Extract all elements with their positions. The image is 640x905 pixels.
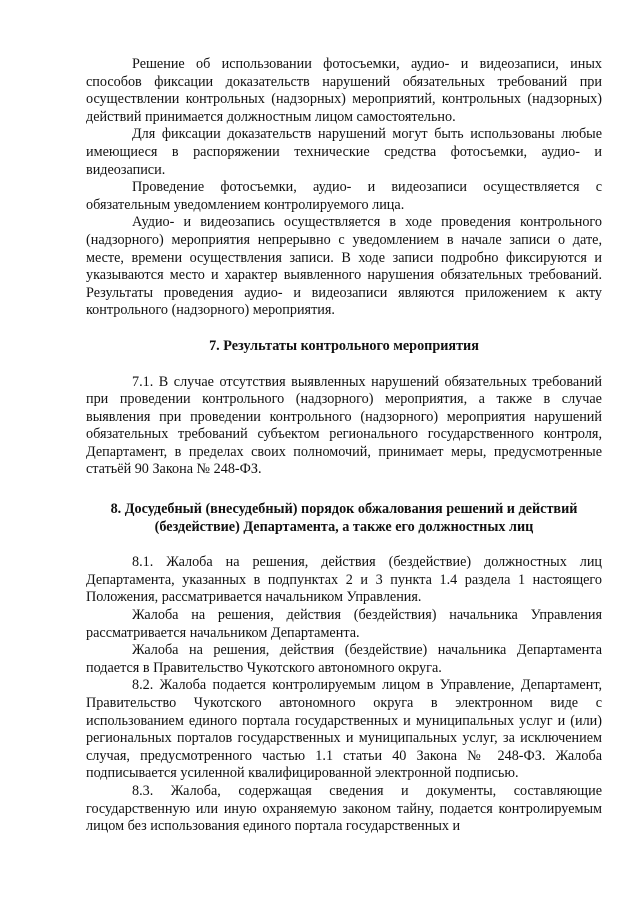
paragraph-8-1: 8.1. Жалоба на решения, действия (бездействие) должностных лиц Департамента, указанных в подпунктах 2 и 3 пункта 1.4 раздела 1 настоящего Положения, рассматривается начальником Управления.: [86, 554, 602, 606]
section-8-heading-line1: 8. Досудебный (внесудебный) порядок обжалования решений и действий: [110, 501, 578, 518]
paragraph-8-1-head-of-department: Жалоба на решения, действия (бездействия) начальника Управления рассматривается начальником Департамента.: [86, 607, 602, 641]
section-7-heading: 7. Результаты контрольного мероприятия: [209, 337, 479, 354]
paragraph-recording-process: Аудио- и видеозапись осуществляется в ходе проведения контрольного (надзорного) мероприятия непрерывно с уведомлением в начале записи о дате, месте, времени осуществления записи. В ходе записи подробно фиксируются и указываются место и характер выявленного нарушения обязательных требований. Результаты проведения аудио- и видеозаписи являются приложением к акту контрольного (надзорного) мероприятия.: [86, 214, 602, 319]
section-8-heading-line2: (бездействие) Департамента, а также его должностных лиц: [154, 518, 534, 535]
paragraph-8-3: 8.3. Жалоба, содержащая сведения и документы, составляющие государственную или иную охраняемую законом тайну, подается контролируемым лицом без использования единого портала государственных и: [86, 782, 602, 835]
paragraph-technical-means: Для фиксации доказательств нарушений могут быть использованы любые имеющиеся в распоряжении технические средства фотосъемки, аудио- и видеозаписи.: [86, 126, 602, 178]
paragraph-notification: Проведение фотосъемки, аудио- и видеозаписи осуществляется с обязательным уведомлением контролируемого лица.: [86, 179, 602, 213]
document-page: [86, 56, 602, 836]
paragraph-8-1-government: Жалоба на решения, действия (бездействие) начальника Департамента подается в Правительство Чукотского автономного округа.: [86, 642, 602, 676]
paragraph-7-1: 7.1. В случае отсутствия выявленных нарушений обязательных требований при проведении контрольного (надзорного) мероприятия, а также в случае выявления при проведении контрольного (надзорного) мероприятия нарушений обязательных требований субъектом регионального государственного контроля, Департамент, в пределах своих полномочий, принимает меры, предусмотренные статьёй 90 Закона № 248-ФЗ.: [86, 373, 602, 478]
paragraph-8-2: 8.2. Жалоба подается контролируемым лицом в Управление, Департамент, Правительство Чукотского автономного округа в электронном виде с использованием единого портала государственных и муниципальных услуг и (или) региональных порталов государственных и муниципальных услуг, за исключением случая, предусмотренного частью 1.1 статьи 40 Закона № 248-ФЗ. Жалоба подписывается усиленной квалифицированной электронной подписью.: [86, 677, 602, 782]
section-8-heading: [86, 501, 602, 536]
paragraph-photo-decision: Решение об использовании фотосъемки, аудио- и видеозаписи, иных способов фиксации доказательств нарушений обязательных требований при осуществлении контрольных (надзорных) мероприятий, контрольных (надзорных) действий принимается должностным лицом самостоятельно.: [86, 56, 602, 125]
